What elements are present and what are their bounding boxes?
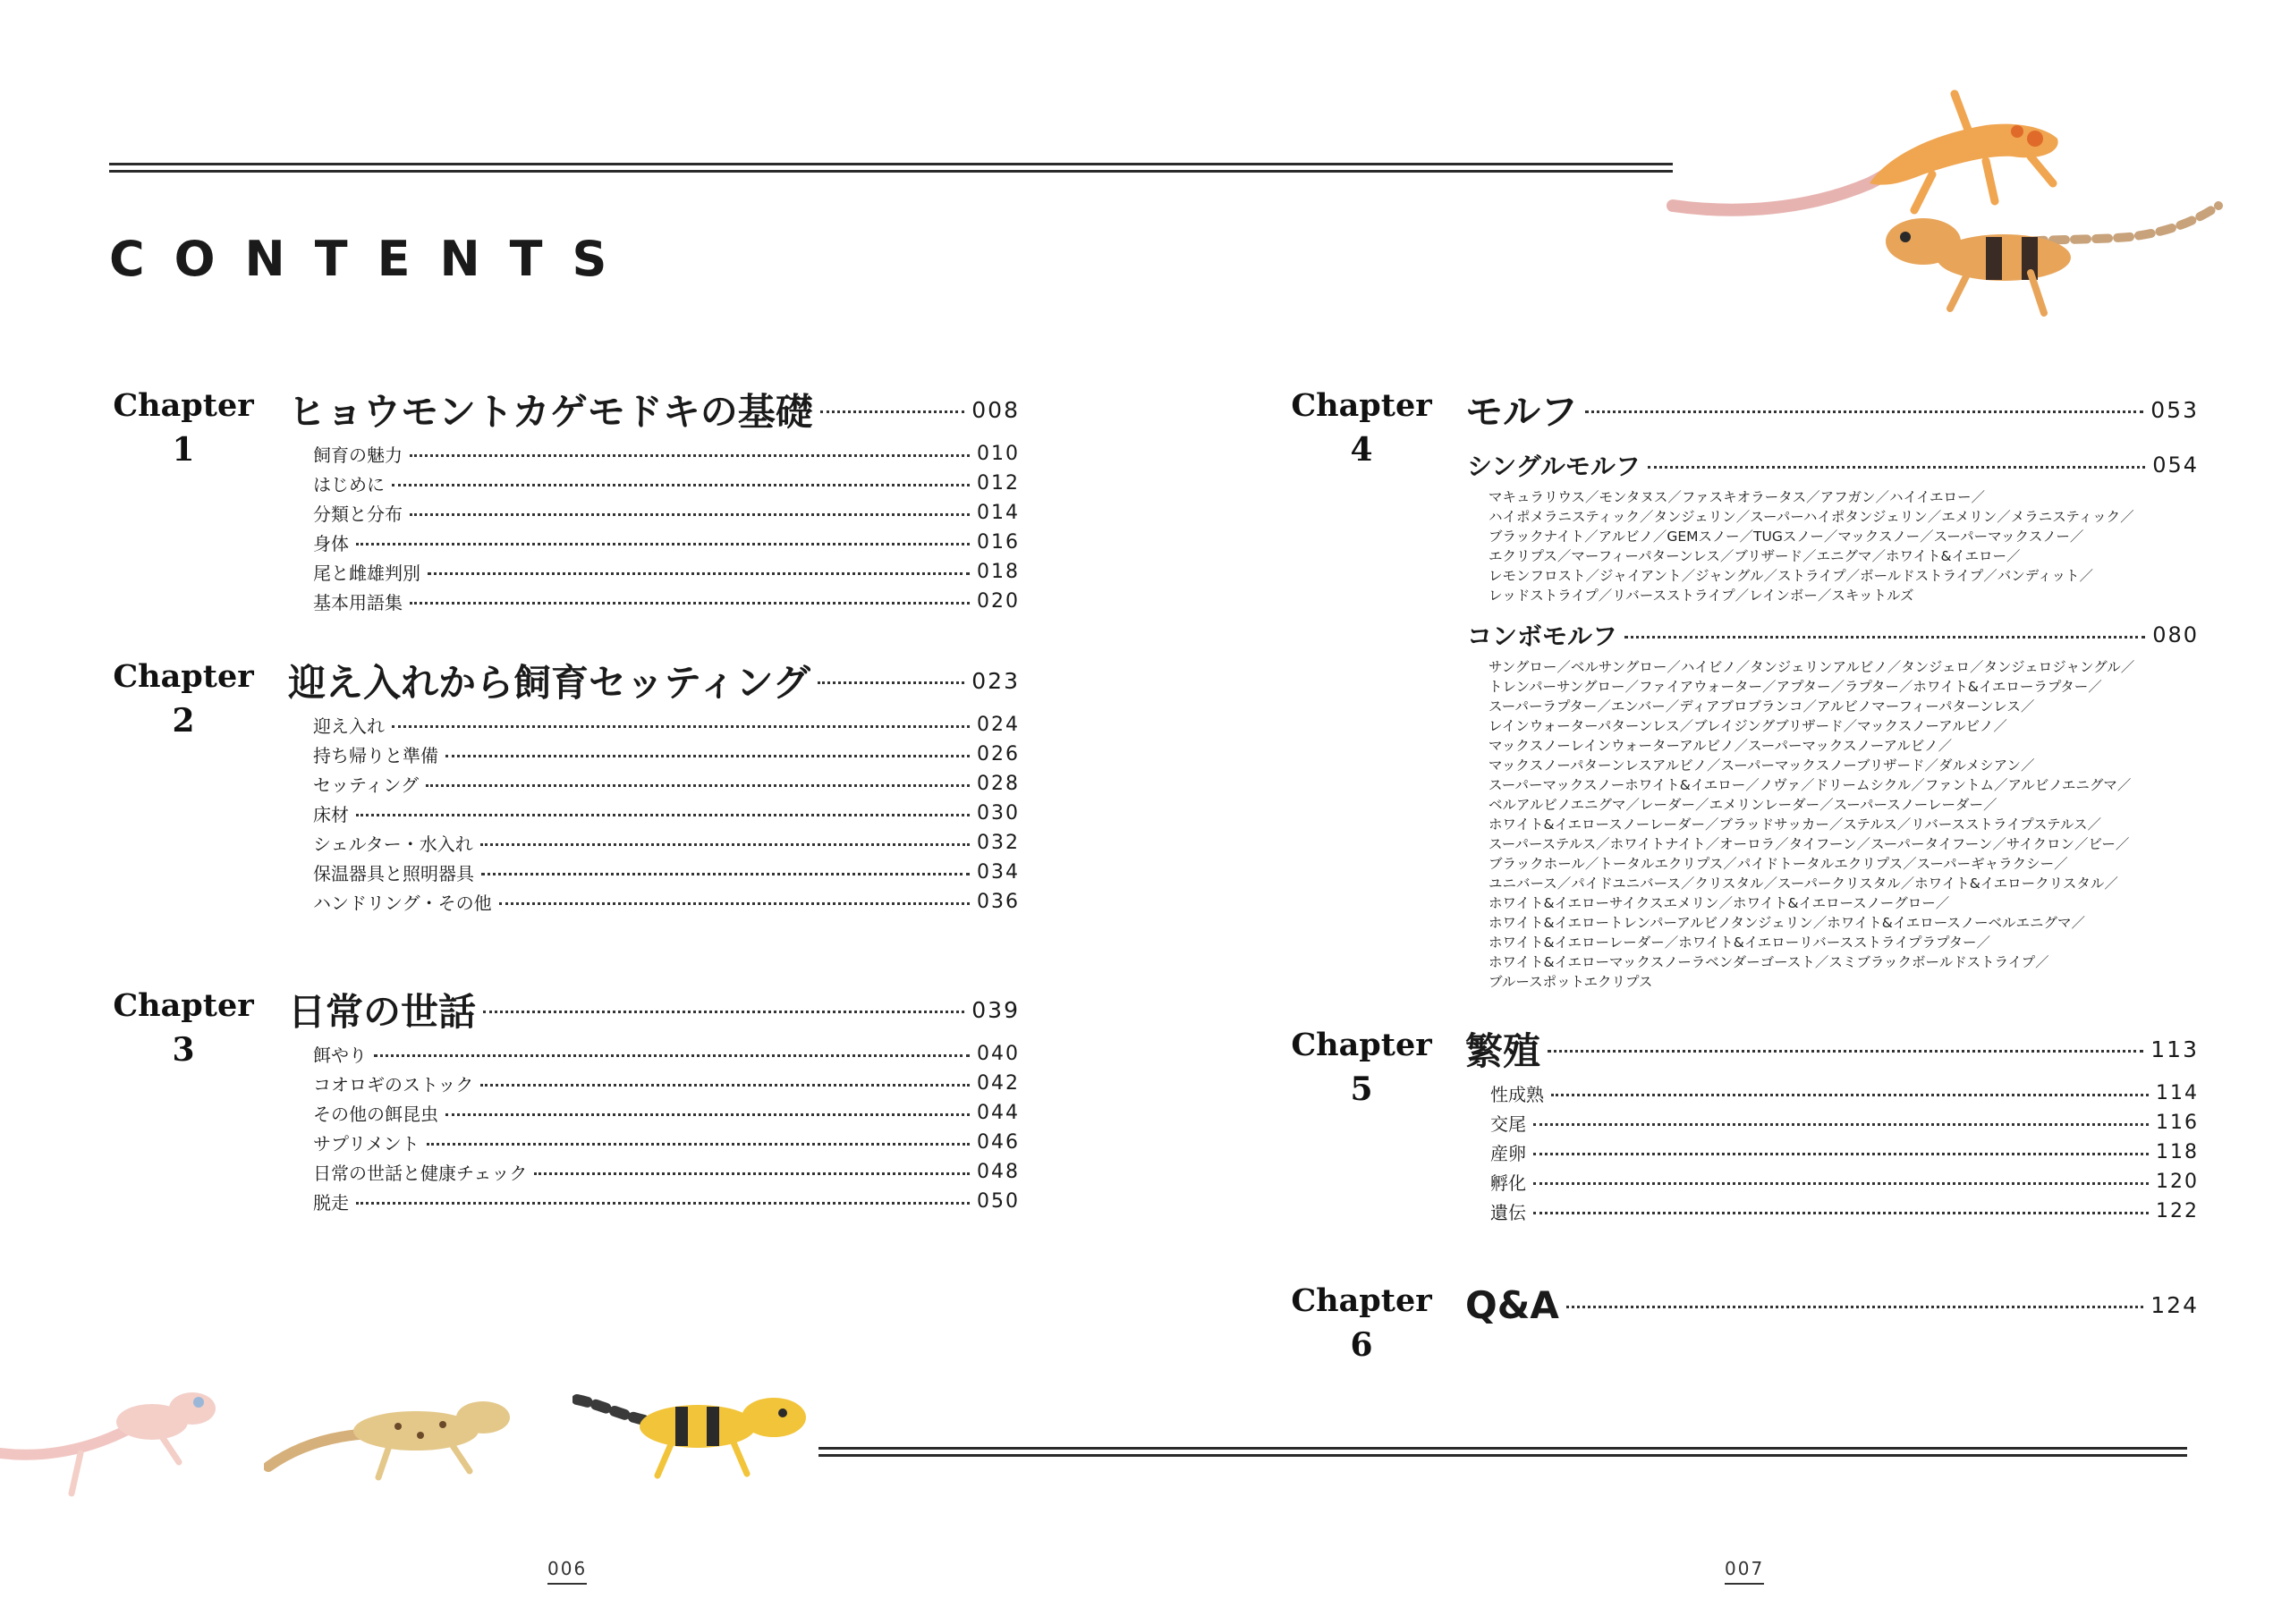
toc-item[interactable] (313, 1158, 1020, 1185)
gecko-photo-pale (0, 1368, 224, 1502)
section-page: 054 (2152, 453, 2199, 478)
chapter-label-5 (1281, 1028, 1442, 1116)
toc-item[interactable] (313, 711, 1020, 738)
dot-leader (480, 843, 970, 846)
section-single-morph[interactable] (1467, 447, 2199, 483)
item-page: 042 (977, 1071, 1020, 1095)
dot-leader (483, 1011, 964, 1013)
toc-item[interactable] (313, 1099, 1020, 1126)
dot-leader (1533, 1123, 2149, 1126)
dot-leader (499, 902, 970, 905)
chapter-title: 日常の世話 (288, 990, 477, 1034)
chapter-5-heading[interactable] (1465, 1024, 2199, 1074)
dot-leader (410, 602, 970, 605)
dot-leader (427, 1143, 970, 1146)
chapter-label-1 (103, 389, 264, 477)
bottom-rule-lower (818, 1454, 2187, 1457)
chapter-label-4 (1281, 389, 1442, 477)
item-page: 040 (977, 1042, 1020, 1065)
chapter-number: 3 (172, 1031, 195, 1069)
dot-leader (481, 873, 970, 875)
item-title: 保温器具と照明器具 (313, 862, 474, 884)
top-rule-lower (109, 170, 1673, 173)
item-page: 010 (977, 442, 1020, 465)
dot-leader (1533, 1153, 2149, 1155)
chapter-title: 迎え入れから飼育セッティング (288, 661, 810, 705)
item-title: 基本用語集 (313, 591, 403, 613)
chapter-1-heading[interactable] (288, 385, 1020, 435)
toc-item[interactable] (313, 859, 1020, 885)
chapter-title: Q&A (1465, 1282, 1559, 1327)
section-page: 080 (2152, 622, 2199, 647)
chapter-word: Chapter (113, 987, 254, 1024)
chapter-word: Chapter (1291, 1282, 1432, 1319)
item-title: 遺伝 (1490, 1201, 1526, 1223)
toc-item[interactable] (313, 588, 1020, 614)
item-title: その他の餌昆虫 (313, 1103, 438, 1125)
chapter-number: 4 (1350, 431, 1373, 469)
toc-item[interactable] (313, 1188, 1020, 1214)
gecko-photo-yellow (572, 1373, 814, 1489)
toc-item[interactable] (313, 799, 1020, 826)
toc-item[interactable] (313, 529, 1020, 555)
item-title: 産卵 (1490, 1142, 1526, 1164)
dot-leader (426, 784, 970, 787)
dot-leader (1585, 410, 2143, 413)
chapter-label-3 (103, 989, 264, 1077)
item-title: 分類と分布 (313, 503, 403, 525)
single-morph-list: マキュラリウス／モンタヌス／ファスキオラータス／アフガン／ハイイエロー／ ハイポメラニスティック／タンジェリン／スーパーハイポタンジェリン／エメリン／メラニスティック／ ブラックナイト／アルビノ／GEMスノー／TUGスノー／マックスノー／スーパーマックスノー／ エクリプス／マーフィーパターンレス／ブリザード／エニグマ／ホワイト&イエロー／ レモンフロスト／ジャイアント／ジャングル／ストライプ／ボールドストライプ／バンディット／ レッドストライプ／リバースストライプ／レインボー／スキットルズ (1488, 489, 2134, 604)
toc-item[interactable] (313, 888, 1020, 915)
chapter-word: Chapter (113, 387, 254, 424)
toc-item[interactable] (313, 1129, 1020, 1155)
item-page: 046 (977, 1130, 1020, 1154)
chapter-word: Chapter (1291, 387, 1432, 424)
toc-item[interactable] (313, 1040, 1020, 1067)
item-title: 交尾 (1490, 1112, 1526, 1135)
chapter-label-2 (103, 660, 264, 748)
chapter-2-heading[interactable] (288, 656, 1020, 706)
item-page: 024 (977, 713, 1020, 736)
item-title: サプリメント (313, 1132, 420, 1155)
toc-item[interactable] (1490, 1138, 2199, 1165)
toc-item[interactable] (313, 440, 1020, 467)
dot-leader (1551, 1094, 2149, 1096)
dot-leader (1533, 1212, 2149, 1214)
item-title: 身体 (313, 532, 349, 554)
chapter-title: ヒョウモントカゲモドキの基礎 (288, 390, 813, 434)
page-number-right (1725, 1558, 1764, 1585)
item-title: 日常の世話と健康チェック (313, 1162, 528, 1184)
chapter-number: 6 (1350, 1326, 1373, 1364)
item-title: 床材 (313, 803, 349, 825)
item-page: 036 (977, 890, 1020, 913)
dot-leader (410, 454, 970, 457)
top-rule-upper (109, 163, 1673, 165)
item-page: 026 (977, 742, 1020, 765)
item-title: シェルター・水入れ (313, 833, 473, 855)
item-page: 018 (977, 560, 1020, 583)
bottom-rule-upper (818, 1447, 2187, 1450)
chapter-page: 023 (971, 667, 1020, 694)
chapter-page: 124 (2150, 1291, 2199, 1318)
toc-item[interactable] (1490, 1109, 2199, 1136)
item-page: 048 (977, 1160, 1020, 1183)
chapter-number: 2 (172, 702, 195, 740)
item-page: 014 (977, 501, 1020, 524)
dot-leader (1648, 466, 2145, 469)
toc-item[interactable] (313, 829, 1020, 856)
item-title: コオロギのストック (313, 1073, 474, 1095)
chapter-page: 039 (971, 996, 1020, 1023)
dot-leader (1566, 1306, 2143, 1308)
item-page: 114 (2156, 1081, 2199, 1104)
item-page: 122 (2156, 1199, 2199, 1222)
combo-morph-list: サングロー／ベルサングロー／ハイビノ／タンジェリンアルビノ／タンジェロ／タンジェロジャングル／ トレンパーサングロー／ファイアウォーター／アプター／ラプター／ホワイト&イエローラプター／ スーパーラプター／エンバー／ディアブロブランコ／アルビノマーフィーパターンレス／ レインウォーターパターンレス／ブレイジングブリザード／マックスノーアルビノ／ マックスノーレインウォーターアルビノ／スーパーマックスノーアルビノ／ マックスノーパターンレスアルビノ／スーパーマックスノーブリザード／ダルメシアン／ スーパーマックスノーホワイト&イエロー／ノヴァ／ドリームシクル／ファントム／アルビノエニグマ／ ベルアルビノエニグマ／レーダー／エメリンレーダー／スーパースノーレーダー／ ホワイト&イエロースノーレーダー／ブラッドサッカー／ステルス／リバースストライプステルス／ スーパーステルス／ホワイトナイト／オーロラ／タイフーン／スーパータイフーン／サイクロン／ビー／ ブラックホール／トータルエクリプス／パイドトータルエクリプス／スーパーギャラクシー／ ユニバース／パイドユニバース／クリスタル／スーパークリスタル／ホワイト&イエロークリスタル／ ホワイト&イエローサイクスエメリン／ホワイト&イエロースノーグロー／ ホワイト&イエロートレンパーアルビノタンジェリン／ホワイト&イエロースノーベルエニグマ／ ホワイト&イエローレーダー／ホワイト&イエローリバースストライプラプター／ ホワイト&イエローマックスノーラベンダーゴースト／スミブラックボールドストライプ／ ブルースポットエクリプス (1488, 659, 2135, 990)
item-page: 044 (977, 1101, 1020, 1124)
chapter-4-heading[interactable] (1465, 385, 2199, 435)
item-title: 脱走 (313, 1191, 349, 1214)
dot-leader (445, 1113, 970, 1116)
chapter-page: 113 (2150, 1036, 2199, 1062)
chapter-title: モルフ (1465, 390, 1579, 434)
contents-title: CONTENTS (109, 231, 637, 287)
gecko-photo-spotted (264, 1382, 514, 1489)
chapter-page: 053 (2150, 396, 2199, 423)
item-title: セッティング (313, 774, 419, 796)
item-page: 032 (977, 831, 1020, 854)
chapter-word: Chapter (1291, 1027, 1432, 1063)
item-title: 餌やり (313, 1044, 367, 1066)
chapter-number: 1 (172, 431, 195, 469)
dot-leader (356, 814, 970, 816)
item-title: はじめに (313, 473, 385, 495)
dot-leader (374, 1054, 970, 1057)
dot-leader (428, 572, 970, 575)
gecko-photo-banded (1870, 188, 2227, 331)
item-title: 飼育の魅力 (313, 444, 403, 466)
dot-leader (410, 513, 970, 516)
chapter-title: 繁殖 (1465, 1029, 1541, 1073)
item-page: 118 (2156, 1140, 2199, 1163)
item-page: 034 (977, 860, 1020, 884)
section-title: シングルモルフ (1467, 452, 1641, 481)
item-title: ハンドリング・その他 (313, 892, 492, 914)
dot-leader (818, 681, 964, 684)
folio-text: 006 (547, 1558, 588, 1579)
dot-leader (392, 484, 970, 486)
dot-leader (1533, 1182, 2149, 1185)
item-title: 尾と雌雄判別 (313, 562, 420, 584)
chapter-label-6 (1281, 1284, 1442, 1372)
item-page: 050 (977, 1189, 1020, 1213)
folio-underline (547, 1583, 587, 1585)
toc-item[interactable] (1490, 1197, 2199, 1224)
toc-item[interactable] (313, 1070, 1020, 1096)
section-title: コンボモルフ (1467, 622, 1618, 651)
toc-item[interactable] (313, 499, 1020, 526)
dot-leader (534, 1172, 970, 1175)
item-title: 持ち帰りと準備 (313, 744, 438, 766)
chapter-6-heading[interactable] (1465, 1280, 2199, 1330)
item-page: 116 (2156, 1111, 2199, 1134)
dot-leader (480, 1084, 970, 1087)
chapter-word: Chapter (113, 658, 254, 695)
section-combo-morph[interactable] (1467, 617, 2199, 653)
page-number-left (547, 1558, 587, 1585)
dot-leader (356, 1202, 970, 1205)
toc-item[interactable] (1490, 1079, 2199, 1106)
toc-item[interactable] (1490, 1168, 2199, 1195)
chapter-page: 008 (971, 396, 1020, 423)
folio-text: 007 (1725, 1558, 1765, 1579)
item-page: 016 (977, 530, 1020, 554)
item-title: 性成熟 (1490, 1083, 1544, 1105)
dot-leader (356, 543, 970, 546)
dot-leader (1624, 636, 2145, 639)
item-title: 迎え入れ (313, 715, 385, 737)
item-page: 030 (977, 801, 1020, 825)
item-page: 028 (977, 772, 1020, 795)
toc-item[interactable] (313, 558, 1020, 585)
folio-underline (1725, 1583, 1764, 1585)
item-page: 012 (977, 471, 1020, 495)
dot-leader (445, 755, 970, 757)
toc-item[interactable] (313, 469, 1020, 496)
toc-item[interactable] (313, 770, 1020, 797)
dot-leader (392, 725, 970, 728)
item-title: 孵化 (1490, 1171, 1526, 1194)
item-page: 020 (977, 589, 1020, 613)
dot-leader (820, 410, 965, 413)
chapter-number: 5 (1350, 1070, 1373, 1108)
toc-item[interactable] (313, 740, 1020, 767)
dot-leader (1548, 1050, 2143, 1053)
item-page: 120 (2156, 1170, 2199, 1193)
chapter-3-heading[interactable] (288, 985, 1020, 1035)
